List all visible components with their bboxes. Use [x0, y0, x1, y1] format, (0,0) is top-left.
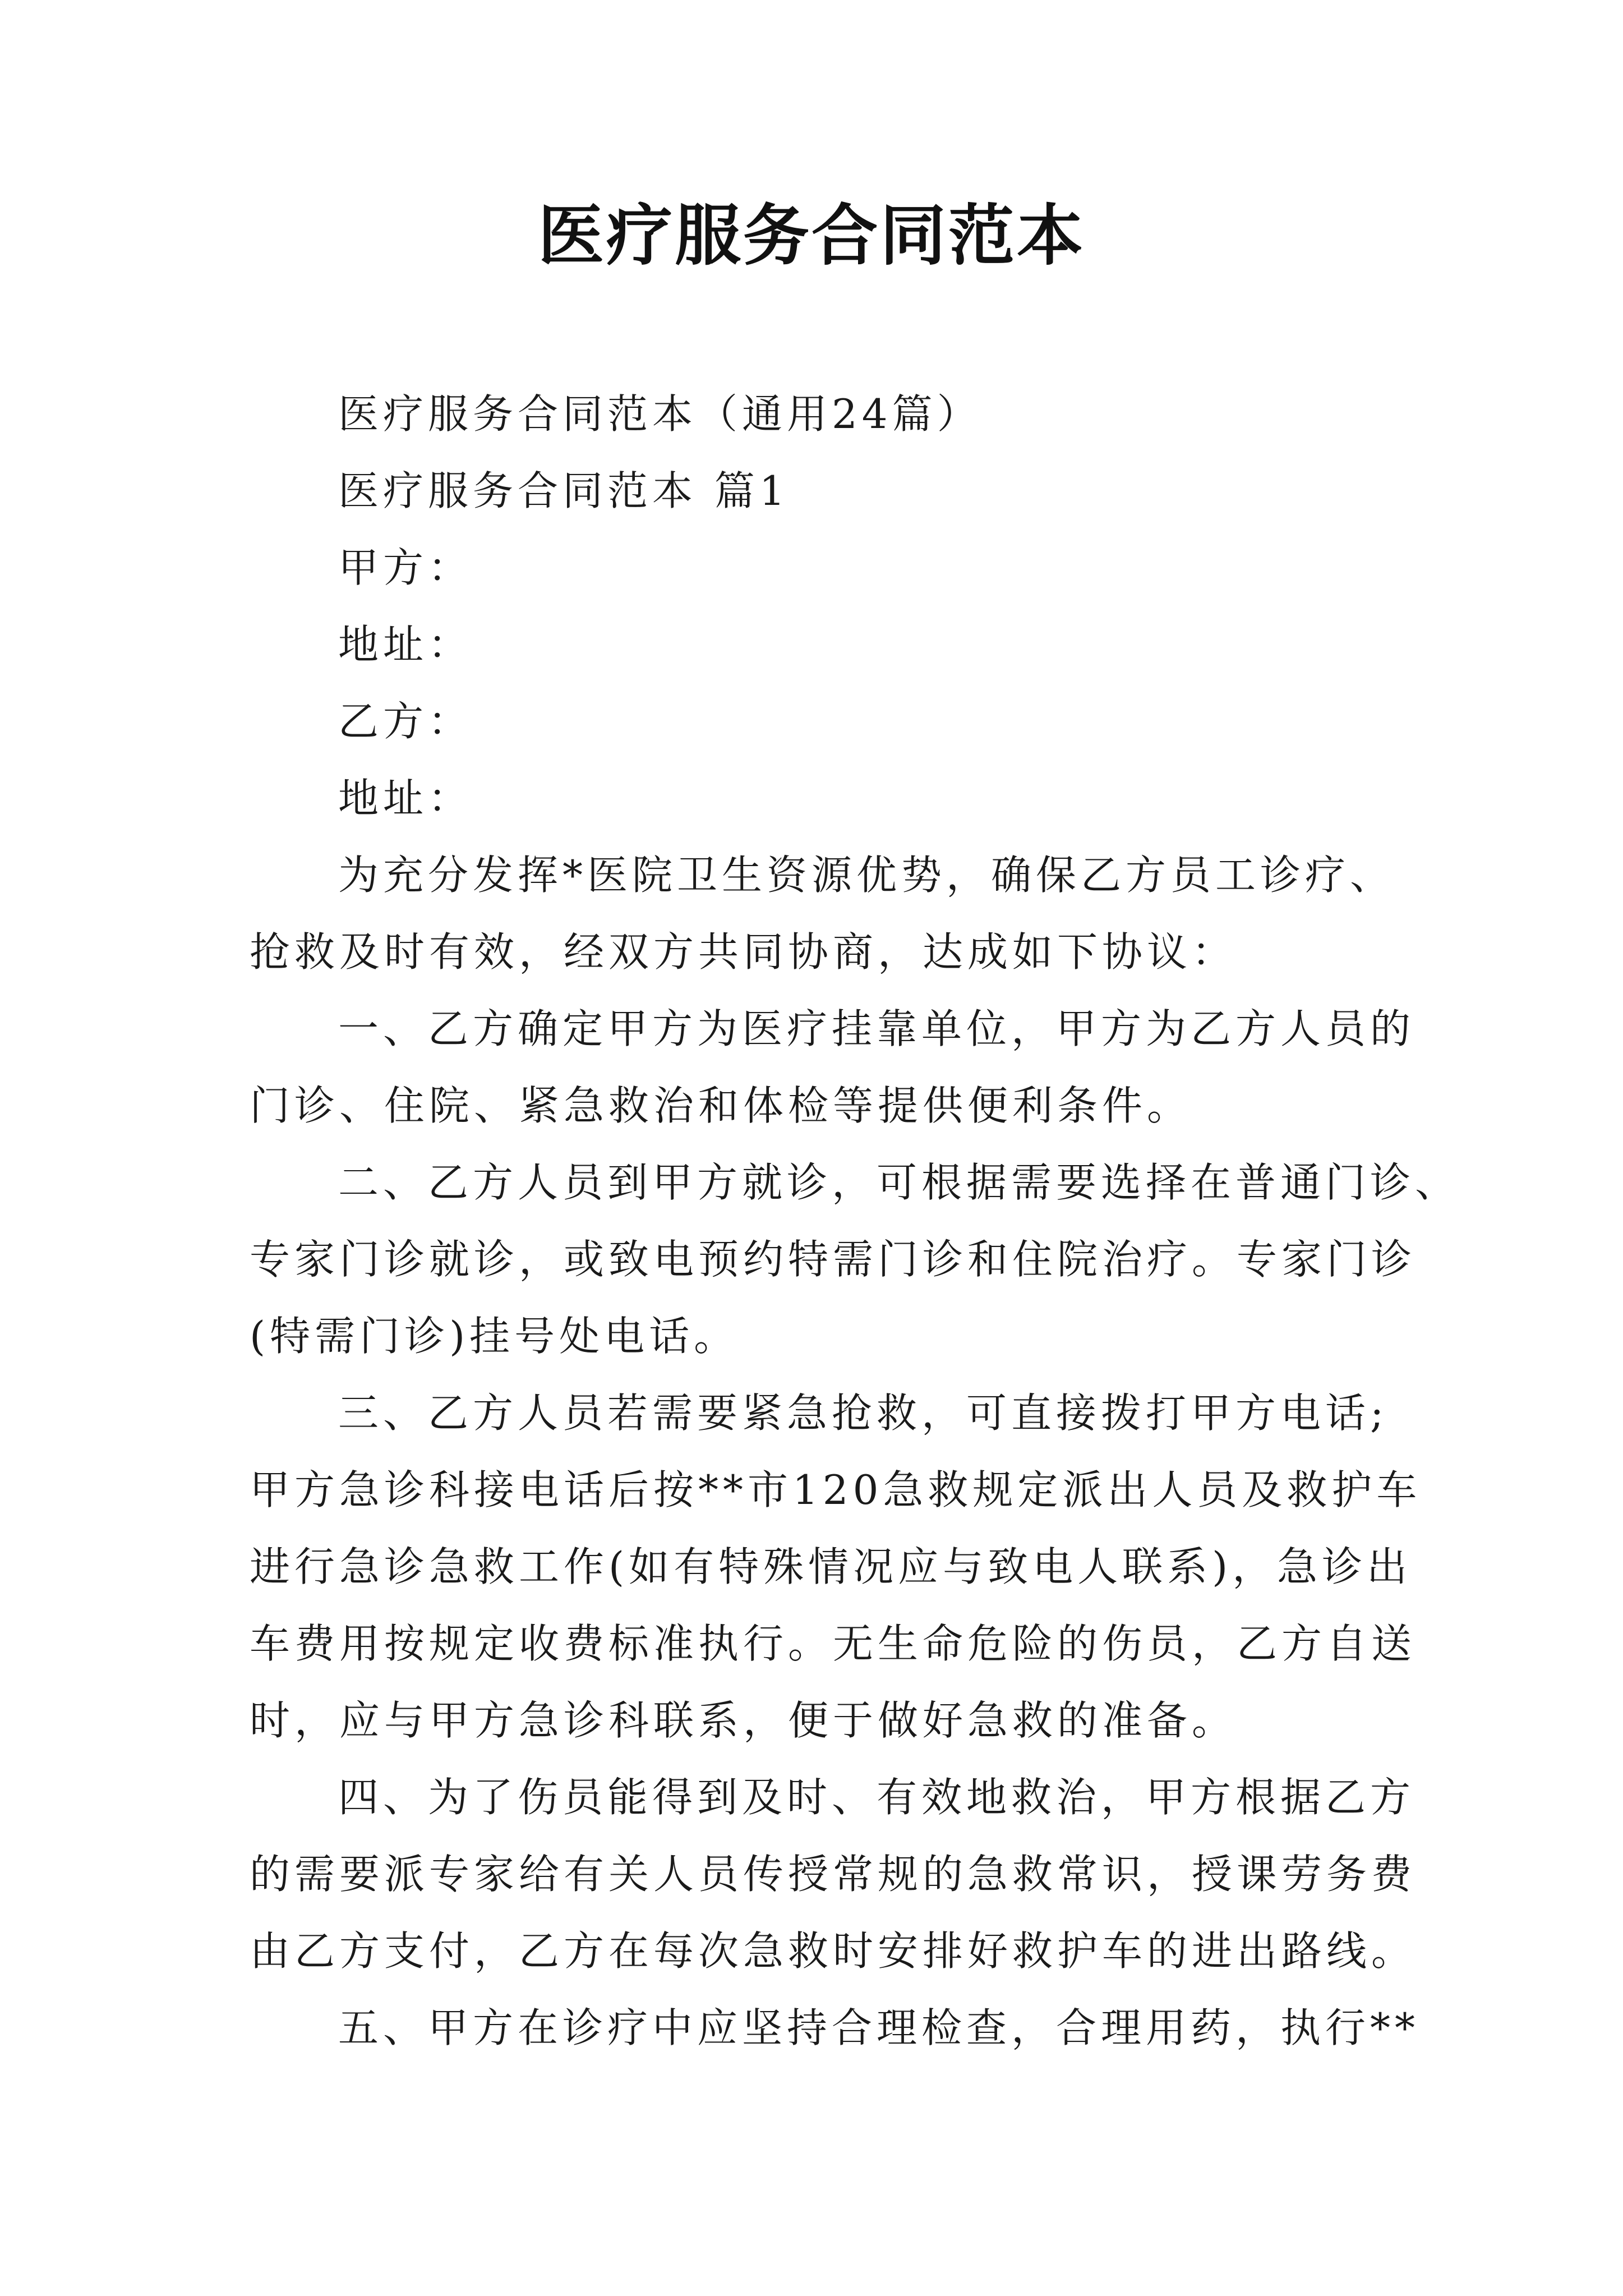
paragraph-clause-2 [250, 1144, 1460, 1375]
document-body [250, 376, 1460, 2067]
paragraph-line: 门诊、住院、紧急救治和体检等提供便利条件。 [250, 1082, 1192, 1129]
paragraph-line: 进行急诊急救工作(如有特殊情况应与致电人联系)，急诊出 [250, 1543, 1412, 1590]
paragraph-line: 为充分发挥*医院卫生资源优势，确保乙方员工诊疗、 [338, 852, 1395, 899]
party-a-label: 甲方： [338, 544, 473, 591]
paragraph-clause-1 [250, 991, 1415, 1144]
party-b-address-label: 地址： [338, 775, 473, 822]
paragraph-line: 的需要派专家给有关人员传授常规的急救常识，授课劳务费 [250, 1851, 1417, 1898]
paragraph-intro [250, 837, 1394, 991]
paragraph-line: 抢救及时有效，经双方共同协商，达成如下协议： [250, 928, 1237, 976]
paragraph-line: 由乙方支付，乙方在每次急救时安排好救护车的进出路线。 [250, 1927, 1417, 1975]
section-heading: 医疗服务合同范本 篇1 [338, 467, 790, 514]
paragraph-line: 二、乙方人员到甲方就诊，可根据需要选择在普通门诊、 [338, 1159, 1460, 1206]
paragraph-clause-4 [250, 1759, 1417, 1990]
paragraph-line: 四、为了伤员能得到及时、有效地救治，甲方根据乙方 [338, 1774, 1415, 1821]
paragraph-line: 时，应与甲方急诊科联系，便于做好急救的准备。 [250, 1697, 1237, 1744]
paragraph-clause-3 [250, 1375, 1422, 1759]
party-b-label: 乙方： [338, 698, 473, 745]
paragraph-line: 五、甲方在诊疗中应坚持合理检查，合理用药，执行** [338, 2004, 1420, 2051]
paragraph-line: 车费用按规定收费标准执行。无生命危险的伤员，乙方自送 [250, 1620, 1417, 1667]
paragraph-line: 甲方急诊科接电话后按**市120急救规定派出人员及救护车 [250, 1466, 1422, 1513]
paragraph-line: 三、乙方人员若需要紧急抢救，可直接拨打甲方电话; [338, 1389, 1389, 1437]
party-a-address-label: 地址： [338, 621, 473, 668]
document-title: 医疗服务合同范本 [537, 196, 1085, 274]
paragraph-line: 一、乙方确定甲方为医疗挂靠单位，甲方为乙方人员的 [338, 1005, 1415, 1052]
paragraph-clause-5 [250, 1990, 1420, 2067]
paragraph-line: 专家门诊就诊，或致电预约特需门诊和住院治疗。专家门诊 [250, 1236, 1417, 1283]
document-subtitle: 医疗服务合同范本（通用24篇） [338, 390, 982, 438]
paragraph-line: (特需门诊)挂号处电话。 [250, 1313, 739, 1360]
